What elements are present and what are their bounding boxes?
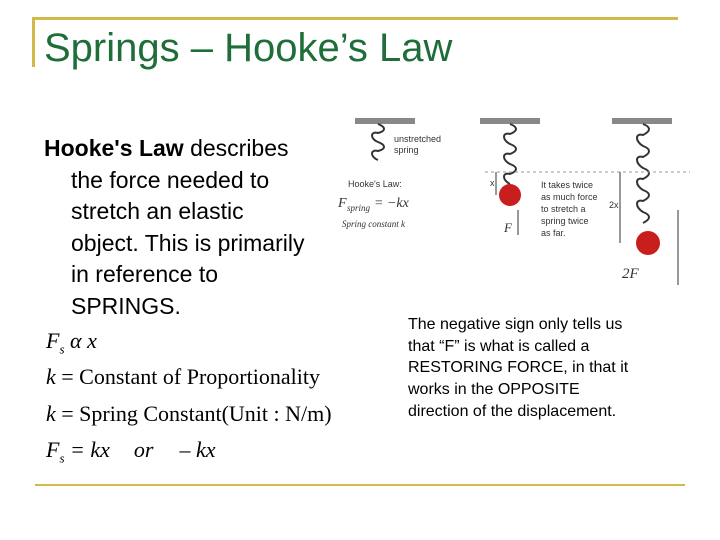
mass-1 [499,184,521,206]
label-unstretched-2: spring [394,145,419,155]
eq4-var: F [46,437,60,462]
eq2-var: k [46,364,56,389]
frame-left-line [32,17,35,67]
mass-2 [636,231,660,255]
equation-1 [46,328,97,357]
intro-paragraph [44,133,344,322]
ceiling-1 [355,118,415,124]
label-twice-5: as far. [541,228,566,238]
label-x: x [490,178,495,188]
spring-diagram [330,110,690,295]
label-2x: 2x [609,200,619,210]
eq4-sub: s [59,450,65,466]
slide-title: Springs – Hooke’s Law [44,26,453,70]
intro-line-4 [44,228,344,260]
intro-line-4-b: . This is primarily [132,229,305,256]
label-F: F [504,220,512,235]
label-twice-4: spring twice [541,216,589,226]
intro-line-3: stretch an elastic [71,198,244,224]
label-twice-1: It takes twice [541,180,594,190]
label-spring-constant: Spring constant k [342,219,405,229]
label-2F: 2F [622,266,639,282]
intro-line-1-rest: describes [183,135,289,161]
label-formula-f: F [338,196,347,211]
frame-top-line [32,17,678,20]
spring-stretched-2x [637,124,649,223]
equation-2 [46,364,320,390]
intro-line-6: SPRINGS. [71,292,181,319]
frame-bottom-line [35,484,685,486]
eq4-a: = kx [64,437,110,462]
intro-line-4-a: object [71,229,133,256]
label-twice-3: to stretch a [541,204,586,214]
eq4-or: or [133,437,154,462]
eq1-var: F [46,328,60,353]
spring-unstretched [372,124,384,160]
intro-line-1 [44,133,344,165]
ceiling-2 [480,118,540,124]
eq4-b: – kx [179,437,216,462]
eq2-rest: = Constant of Proportionality [55,364,320,389]
eq3-rest: = Spring Constant(Unit : N/m) [55,401,332,426]
equation-4 [46,437,215,466]
spring-stretched-x [504,124,516,184]
intro-line-5: in reference to [71,261,219,287]
intro-line-2: the force needed to [71,166,270,193]
label-formula-rest: = −kx [374,196,409,211]
label-twice-2: as much force [541,192,598,202]
label-hookes-law: Hooke's Law: [348,179,402,189]
ceiling-3 [612,118,672,124]
eq1-sub: s [59,341,65,357]
eq3-var: k [46,401,56,426]
equation-3 [46,401,332,427]
label-formula-sub: spring [347,203,371,213]
negative-sign-note: The negative sign only tells us that “F” is what is called a RESTORING FORCE, in that it works in the OPPOSITE direction of the displacement. [408,316,629,420]
eq1-rest: α x [64,328,97,353]
intro-bold: Hooke's Law [44,135,184,161]
label-unstretched-1: unstretched [394,134,442,144]
